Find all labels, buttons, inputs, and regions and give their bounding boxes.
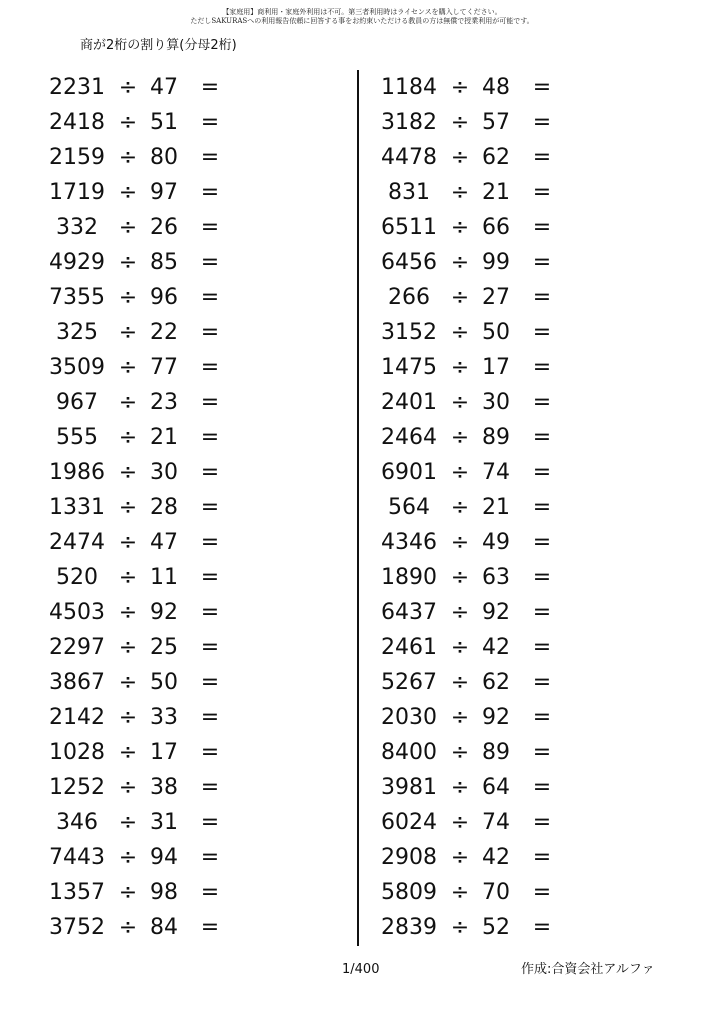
problem-row (46, 420, 346, 455)
division-sign: ÷ (450, 775, 470, 800)
problem-row (378, 490, 678, 525)
dividend: 1184 (381, 75, 437, 100)
equals-sign: = (200, 355, 220, 380)
dividend: 4929 (49, 250, 105, 275)
equals-sign: = (532, 600, 552, 625)
division-sign: ÷ (450, 145, 470, 170)
problem-row (378, 140, 678, 175)
equals-sign: = (200, 670, 220, 695)
division-sign: ÷ (450, 740, 470, 765)
dividend: 2418 (49, 110, 105, 135)
equals-sign: = (532, 250, 552, 275)
division-sign: ÷ (450, 460, 470, 485)
problem-row (46, 140, 346, 175)
divisor: 97 (150, 180, 178, 205)
problem-row (46, 630, 346, 665)
problem-row (378, 875, 678, 910)
divisor: 50 (482, 320, 510, 345)
dividend: 2297 (49, 635, 105, 660)
dividend: 3152 (381, 320, 437, 345)
divisor: 89 (482, 740, 510, 765)
dividend: 2839 (381, 915, 437, 940)
equals-sign: = (532, 740, 552, 765)
divisor: 85 (150, 250, 178, 275)
equals-sign: = (200, 110, 220, 135)
division-sign: ÷ (118, 775, 138, 800)
divisor: 96 (150, 285, 178, 310)
equals-sign: = (532, 495, 552, 520)
dividend: 6901 (381, 460, 437, 485)
dividend: 2464 (381, 425, 437, 450)
divisor: 21 (482, 495, 510, 520)
dividend: 4478 (381, 145, 437, 170)
division-sign: ÷ (450, 705, 470, 730)
equals-sign: = (532, 530, 552, 555)
equals-sign: = (200, 810, 220, 835)
dividend: 3509 (49, 355, 105, 380)
division-sign: ÷ (118, 635, 138, 660)
problem-row (378, 560, 678, 595)
dividend: 1357 (49, 880, 105, 905)
division-sign: ÷ (118, 460, 138, 485)
divisor: 64 (482, 775, 510, 800)
dividend: 1986 (49, 460, 105, 485)
dividend: 2461 (381, 635, 437, 660)
equals-sign: = (200, 530, 220, 555)
divisor: 22 (150, 320, 178, 345)
problem-row (46, 490, 346, 525)
dividend: 325 (56, 320, 98, 345)
equals-sign: = (200, 390, 220, 415)
division-sign: ÷ (118, 250, 138, 275)
equals-sign: = (532, 775, 552, 800)
equals-sign: = (532, 145, 552, 170)
license-notice-line-1: 【家庭用】商利用・家庭外利用は不可。第三者利用時はライセンスを購入してください。 (222, 8, 502, 16)
dividend: 2908 (381, 845, 437, 870)
divisor: 62 (482, 670, 510, 695)
equals-sign: = (532, 565, 552, 590)
divisor: 49 (482, 530, 510, 555)
division-sign: ÷ (450, 845, 470, 870)
problem-row (46, 385, 346, 420)
dividend: 346 (56, 810, 98, 835)
division-sign: ÷ (450, 355, 470, 380)
divisor: 28 (150, 495, 178, 520)
problem-row (46, 350, 346, 385)
column-divider (357, 70, 359, 946)
dividend: 5809 (381, 880, 437, 905)
equals-sign: = (532, 180, 552, 205)
division-sign: ÷ (450, 880, 470, 905)
page-title: 商が2桁の割り算(分母2桁) (80, 38, 237, 53)
divisor: 62 (482, 145, 510, 170)
dividend: 1331 (49, 495, 105, 520)
problem-row (46, 280, 346, 315)
dividend: 2142 (49, 705, 105, 730)
division-sign: ÷ (118, 320, 138, 345)
division-sign: ÷ (118, 600, 138, 625)
division-sign: ÷ (450, 320, 470, 345)
equals-sign: = (200, 320, 220, 345)
divisor: 23 (150, 390, 178, 415)
division-sign: ÷ (450, 810, 470, 835)
problem-row (378, 105, 678, 140)
problem-row (378, 770, 678, 805)
dividend: 1028 (49, 740, 105, 765)
divisor: 38 (150, 775, 178, 800)
problem-row (46, 700, 346, 735)
equals-sign: = (532, 355, 552, 380)
divisor: 51 (150, 110, 178, 135)
equals-sign: = (532, 635, 552, 660)
equals-sign: = (200, 425, 220, 450)
problem-row (378, 280, 678, 315)
divisor: 84 (150, 915, 178, 940)
division-sign: ÷ (118, 145, 138, 170)
dividend: 555 (56, 425, 98, 450)
equals-sign: = (200, 635, 220, 660)
equals-sign: = (532, 705, 552, 730)
division-sign: ÷ (450, 250, 470, 275)
problem-row (46, 525, 346, 560)
division-sign: ÷ (450, 670, 470, 695)
dividend: 6511 (381, 215, 437, 240)
problem-row (378, 735, 678, 770)
equals-sign: = (532, 425, 552, 450)
problem-row (378, 700, 678, 735)
division-sign: ÷ (118, 75, 138, 100)
problem-row (46, 175, 346, 210)
divisor: 17 (482, 355, 510, 380)
division-sign: ÷ (118, 110, 138, 135)
dividend: 6437 (381, 600, 437, 625)
division-sign: ÷ (450, 215, 470, 240)
dividend: 2030 (381, 705, 437, 730)
divisor: 92 (482, 600, 510, 625)
problem-row (378, 840, 678, 875)
equals-sign: = (532, 75, 552, 100)
divisor: 11 (150, 565, 178, 590)
problem-row (378, 665, 678, 700)
divisor: 31 (150, 810, 178, 835)
division-sign: ÷ (450, 565, 470, 590)
equals-sign: = (532, 880, 552, 905)
divisor: 77 (150, 355, 178, 380)
problem-row (378, 210, 678, 245)
problem-row (378, 315, 678, 350)
dividend: 1475 (381, 355, 437, 380)
division-sign: ÷ (118, 880, 138, 905)
dividend: 967 (56, 390, 98, 415)
division-sign: ÷ (118, 565, 138, 590)
equals-sign: = (532, 320, 552, 345)
dividend: 7443 (49, 845, 105, 870)
equals-sign: = (200, 495, 220, 520)
equals-sign: = (532, 845, 552, 870)
dividend: 1890 (381, 565, 437, 590)
left-problem-column (46, 70, 346, 945)
problem-row (378, 455, 678, 490)
problem-row (378, 350, 678, 385)
problem-row (378, 420, 678, 455)
problem-row (378, 910, 678, 945)
division-sign: ÷ (450, 530, 470, 555)
division-sign: ÷ (118, 845, 138, 870)
division-sign: ÷ (118, 425, 138, 450)
divisor: 94 (150, 845, 178, 870)
divisor: 80 (150, 145, 178, 170)
division-sign: ÷ (118, 740, 138, 765)
equals-sign: = (532, 285, 552, 310)
divisor: 50 (150, 670, 178, 695)
equals-sign: = (532, 110, 552, 135)
dividend: 266 (388, 285, 430, 310)
divisor: 92 (482, 705, 510, 730)
division-sign: ÷ (118, 495, 138, 520)
equals-sign: = (200, 740, 220, 765)
dividend: 2401 (381, 390, 437, 415)
problem-row (378, 525, 678, 560)
dividend: 8400 (381, 740, 437, 765)
divisor: 74 (482, 460, 510, 485)
divisor: 52 (482, 915, 510, 940)
problem-row (46, 665, 346, 700)
dividend: 564 (388, 495, 430, 520)
dividend: 332 (56, 215, 98, 240)
problem-row (46, 840, 346, 875)
divisor: 17 (150, 740, 178, 765)
problem-row (378, 175, 678, 210)
divisor: 66 (482, 215, 510, 240)
division-sign: ÷ (450, 600, 470, 625)
equals-sign: = (200, 75, 220, 100)
equals-sign: = (532, 915, 552, 940)
division-sign: ÷ (118, 670, 138, 695)
problem-row (46, 455, 346, 490)
division-sign: ÷ (450, 425, 470, 450)
dividend: 1719 (49, 180, 105, 205)
divisor: 47 (150, 530, 178, 555)
equals-sign: = (200, 180, 220, 205)
division-sign: ÷ (450, 390, 470, 415)
problem-row (378, 245, 678, 280)
dividend: 520 (56, 565, 98, 590)
division-sign: ÷ (118, 215, 138, 240)
equals-sign: = (532, 460, 552, 485)
division-sign: ÷ (450, 75, 470, 100)
division-sign: ÷ (118, 810, 138, 835)
equals-sign: = (200, 565, 220, 590)
division-sign: ÷ (118, 355, 138, 380)
division-sign: ÷ (118, 390, 138, 415)
dividend: 2474 (49, 530, 105, 555)
dividend: 3752 (49, 915, 105, 940)
divisor: 63 (482, 565, 510, 590)
equals-sign: = (200, 845, 220, 870)
equals-sign: = (532, 670, 552, 695)
equals-sign: = (200, 915, 220, 940)
right-problem-column (378, 70, 678, 945)
divisor: 33 (150, 705, 178, 730)
problem-row (378, 385, 678, 420)
division-sign: ÷ (450, 635, 470, 660)
divisor: 74 (482, 810, 510, 835)
equals-sign: = (200, 145, 220, 170)
divisor: 70 (482, 880, 510, 905)
dividend: 2231 (49, 75, 105, 100)
divisor: 92 (150, 600, 178, 625)
equals-sign: = (200, 285, 220, 310)
equals-sign: = (200, 880, 220, 905)
page-number: 1/400 (342, 962, 380, 977)
equals-sign: = (532, 390, 552, 415)
problem-row (46, 875, 346, 910)
divisor: 42 (482, 635, 510, 660)
division-sign: ÷ (118, 285, 138, 310)
problem-row (46, 595, 346, 630)
dividend: 6024 (381, 810, 437, 835)
problem-row (46, 315, 346, 350)
equals-sign: = (200, 215, 220, 240)
dividend: 3867 (49, 670, 105, 695)
problem-row (46, 560, 346, 595)
dividend: 1252 (49, 775, 105, 800)
equals-sign: = (200, 460, 220, 485)
dividend: 4503 (49, 600, 105, 625)
problem-row (46, 770, 346, 805)
division-sign: ÷ (118, 180, 138, 205)
divisor: 30 (150, 460, 178, 485)
division-sign: ÷ (450, 915, 470, 940)
problem-row (46, 805, 346, 840)
divisor: 57 (482, 110, 510, 135)
equals-sign: = (200, 705, 220, 730)
equals-sign: = (200, 600, 220, 625)
divisor: 99 (482, 250, 510, 275)
problem-row (46, 210, 346, 245)
divisor: 26 (150, 215, 178, 240)
dividend: 3182 (381, 110, 437, 135)
dividend: 2159 (49, 145, 105, 170)
equals-sign: = (532, 215, 552, 240)
division-sign: ÷ (450, 495, 470, 520)
author-credit: 作成:合資会社アルファ (521, 962, 655, 977)
problem-row (46, 70, 346, 105)
problem-row (378, 630, 678, 665)
dividend: 831 (388, 180, 430, 205)
divisor: 48 (482, 75, 510, 100)
problem-row (378, 805, 678, 840)
divisor: 21 (150, 425, 178, 450)
division-sign: ÷ (118, 915, 138, 940)
divisor: 42 (482, 845, 510, 870)
equals-sign: = (200, 250, 220, 275)
problem-row (378, 70, 678, 105)
equals-sign: = (532, 810, 552, 835)
divisor: 27 (482, 285, 510, 310)
division-sign: ÷ (450, 110, 470, 135)
division-sign: ÷ (118, 530, 138, 555)
dividend: 5267 (381, 670, 437, 695)
division-sign: ÷ (450, 180, 470, 205)
problem-row (46, 735, 346, 770)
equals-sign: = (200, 775, 220, 800)
division-sign: ÷ (118, 705, 138, 730)
divisor: 30 (482, 390, 510, 415)
dividend: 3981 (381, 775, 437, 800)
problem-row (46, 245, 346, 280)
license-notice-line-2: ただしSAKURASへの利用報告依頼に回答する事をお約束いただける教員の方は無償で授業利用が可能です。 (190, 17, 534, 25)
dividend: 4346 (381, 530, 437, 555)
problem-row (46, 105, 346, 140)
division-sign: ÷ (450, 285, 470, 310)
dividend: 7355 (49, 285, 105, 310)
problem-row (378, 595, 678, 630)
divisor: 21 (482, 180, 510, 205)
dividend: 6456 (381, 250, 437, 275)
divisor: 47 (150, 75, 178, 100)
divisor: 25 (150, 635, 178, 660)
divisor: 98 (150, 880, 178, 905)
problem-row (46, 910, 346, 945)
divisor: 89 (482, 425, 510, 450)
